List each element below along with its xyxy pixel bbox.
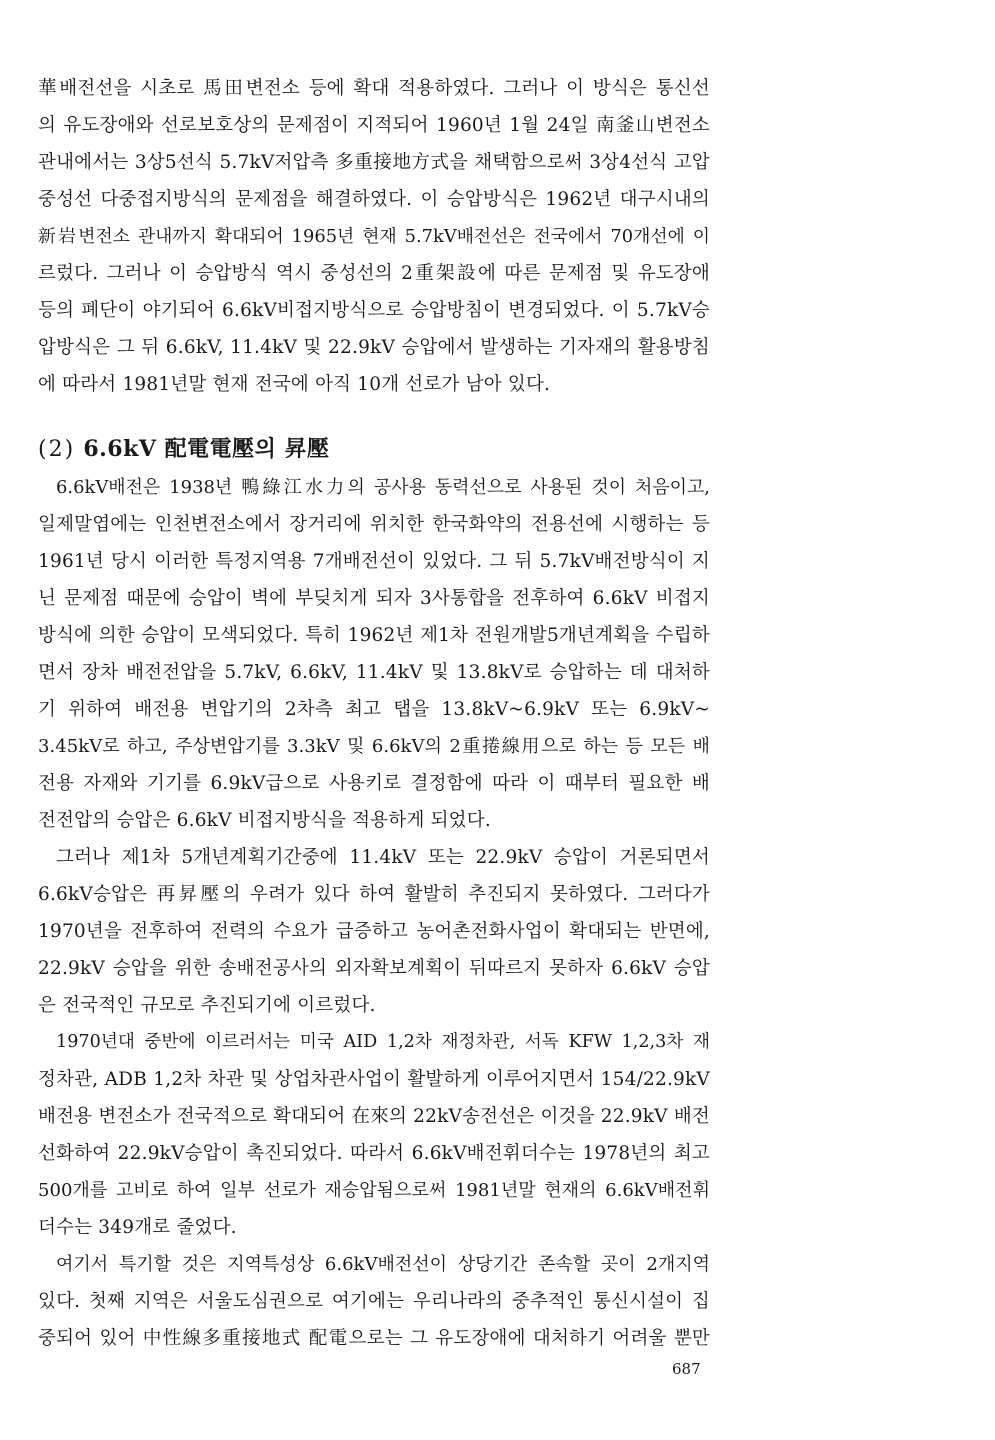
- text-line: 더수는 349개로 줄었다.: [38, 1217, 237, 1238]
- paragraph-b: [38, 839, 710, 1024]
- paragraph-a: [38, 469, 710, 839]
- text-line: 중성선 다중접지방식의 문제점을 해결하였다. 이 승압방식은 1962년 대구시내의: [38, 189, 710, 210]
- text-line: 면서 장차 배전전압을 5.7kV, 6.6kV, 11.4kV 및 13.8kV로 승압하는 데 대처하: [38, 662, 710, 683]
- page-number: 687: [672, 1360, 701, 1378]
- text-line: 500개를 고비로 하여 일부 선로가 재승압됨으로써 1981년말 현재의 6.6kV배전휘: [38, 1180, 710, 1201]
- text-line: 3.45kV로 하고, 주상변압기를 3.3kV 및 6.6kV의 2重捲線用으로 하는 등 모든 배: [38, 736, 710, 757]
- text-line: 방식에 의한 승압이 모색되었다. 특히 1962년 제1차 전원개발5개년계획을 수립하: [38, 625, 710, 646]
- text-line: 에 따라서 1981년말 현재 전국에 아직 10개 선로가 남아 있다.: [38, 374, 551, 395]
- text-line: 華배전선을 시초로 馬田변전소 등에 확대 적용하였다. 그러나 이 방식은 통신선: [38, 78, 710, 99]
- text-line: 1970년을 전후하여 전력의 수요가 급증하고 농어촌전화사업이 확대되는 반면에,: [38, 921, 710, 942]
- section-number: (2): [38, 437, 76, 462]
- text-line: 1961년 당시 이러한 특정지역용 7개배전선이 있었다. 그 뒤 5.7kV배전방식이 지: [38, 551, 710, 572]
- paragraph-d: [38, 1246, 710, 1357]
- text-line: 은 전국적인 규모로 추진되기에 이르렀다.: [38, 995, 376, 1016]
- page-body: [38, 70, 710, 1357]
- text-line: 있다. 첫째 지역은 서울도심권으로 여기에는 우리나라의 중추적인 통신시설이 집: [38, 1291, 710, 1312]
- text-line: 그러나 제1차 5개년계획기간중에 11.4kV 또는 22.9kV 승압이 거론되면서: [56, 847, 710, 868]
- text-line: 르렀다. 그러나 이 승압방식 역시 중성선의 2重架設에 따른 문제점 및 유도장애: [38, 263, 710, 284]
- text-line: 여기서 특기할 것은 지역특성상 6.6kV배전선이 상당기간 존속할 곳이 2개지역: [56, 1254, 710, 1275]
- text-line: 선화하여 22.9kV승압이 촉진되었다. 따라서 6.6kV배전휘더수는 1978년의 최고: [38, 1143, 710, 1164]
- text-line: 전전압의 승압은 6.6kV 비접지방식을 적용하게 되었다.: [38, 810, 491, 831]
- paragraph-c: [38, 1024, 710, 1246]
- text-line: 기 위하여 배전용 변압기의 2차측 최고 탭을 13.8kV~6.9kV 또는 6.9kV~: [38, 699, 710, 720]
- text-line: 배전용 변전소가 전국적으로 확대되어 在來의 22kV송전선은 이것을 22.9kV 배전: [38, 1106, 710, 1127]
- text-line: 중되어 있어 中性線多重接地式 配電으로는 그 유도장애에 대처하기 어려울 뿐만: [38, 1328, 710, 1349]
- text-line: 6.6kV배전은 1938년 鴨綠江水力의 공사용 동력선으로 사용된 것이 처음이고,: [56, 477, 710, 498]
- text-line: 닌 문제점 때문에 승압이 벽에 부딪치게 되자 3사통합을 전후하여 6.6kV 비접지: [38, 588, 710, 609]
- text-line: 정차관, ADB 1,2차 차관 및 상업차관사업이 활발하게 이루어지면서 154/22.9kV: [38, 1069, 710, 1090]
- paragraph-top: [38, 70, 710, 403]
- text-line: 의 유도장애와 선로보호상의 문제점이 지적되어 1960년 1월 24일 南釜山변전소: [38, 115, 710, 136]
- text-line: 新岩변전소 관내까지 확대되어 1965년 현재 5.7kV배전선은 전국에서 70개선에 이: [38, 226, 710, 247]
- text-line: 1970년대 중반에 이르러서는 미국 AID 1,2차 재정차관, 서독 KFW 1,2,3차 재: [56, 1032, 710, 1052]
- section-heading: [38, 431, 710, 467]
- text-line: 압방식은 그 뒤 6.6kV, 11.4kV 및 22.9kV 승압에서 발생하는 기자재의 활용방침: [38, 337, 710, 358]
- text-line: 22.9kV 승압을 위한 송배전공사의 외자확보계획이 뒤따르지 못하자 6.6kV 승압: [38, 958, 710, 979]
- section-title: 6.6kV 配電電壓의 昇壓: [83, 436, 330, 462]
- text-line: 등의 폐단이 야기되어 6.6kV비접지방식으로 승압방침이 변경되었다. 이 5.7kV승: [38, 300, 710, 321]
- text-line: 전용 자재와 기기를 6.9kV급으로 사용키로 결정함에 따라 이 때부터 필요한 배: [38, 773, 710, 794]
- text-line: 관내에서는 3상5선식 5.7kV저압측 多重接地方式을 채택함으로써 3상4선식 고압: [38, 152, 710, 173]
- text-line: 6.6kV승압은 再昇壓의 우려가 있다 하여 활발히 추진되지 못하였다. 그러다가: [38, 884, 710, 905]
- text-line: 일제말엽에는 인천변전소에서 장거리에 위치한 한국화약의 전용선에 시행하는 등: [38, 514, 710, 535]
